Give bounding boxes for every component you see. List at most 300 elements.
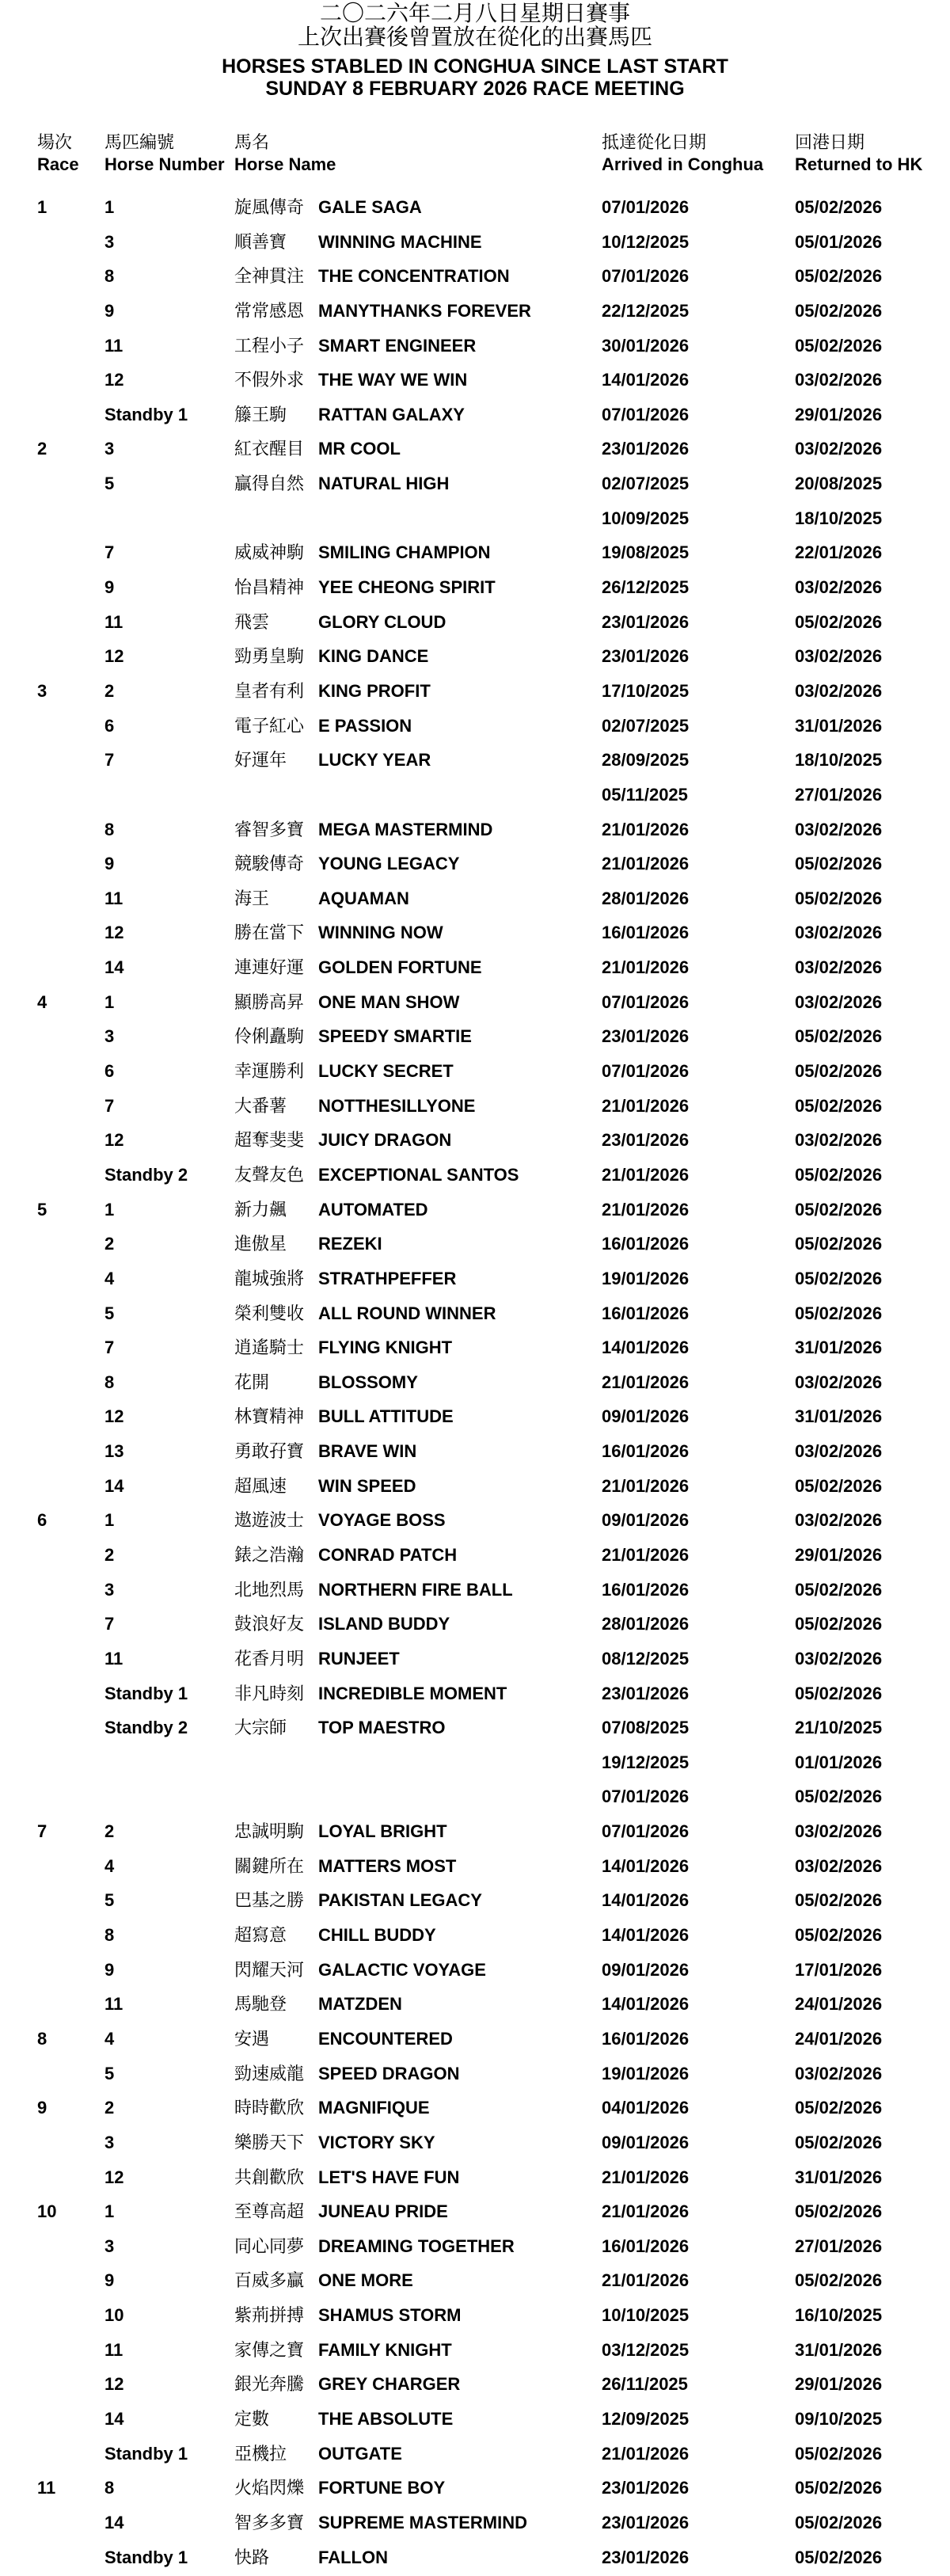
horse-name-zh-cell: 飛雲 (234, 611, 270, 632)
returned-date-cell: 05/02/2026 (795, 2132, 883, 2152)
table-row (0, 1781, 950, 1816)
horse-name-en-cell: LET'S HAVE FUN (318, 2167, 460, 2187)
horse-number-cell: 9 (104, 300, 115, 321)
horse-name-en-cell: EXCEPTIONAL SANTOS (318, 1164, 519, 1185)
race-cell: 4 (37, 991, 48, 1012)
header-number-en: Horse Number (104, 154, 225, 174)
table-row (0, 744, 950, 779)
arrived-date-cell: 21/01/2026 (602, 2443, 690, 2464)
horse-name-en-cell: THE CONCENTRATION (318, 266, 510, 287)
horse-number-cell: 1 (104, 1510, 115, 1531)
table-row (0, 2438, 950, 2473)
returned-date-cell: 20/08/2025 (795, 474, 883, 494)
returned-date-cell: 05/02/2026 (795, 1683, 883, 1703)
returned-date-cell: 03/02/2026 (795, 819, 883, 839)
arrived-date-cell: 04/01/2026 (602, 2098, 690, 2118)
table-row (0, 192, 950, 226)
table-row (0, 399, 950, 434)
horse-name-zh-cell: 遨遊波士 (234, 1510, 305, 1531)
table-row (0, 1021, 950, 1056)
arrived-date-cell: 16/01/2026 (602, 1441, 690, 1462)
horse-name-en-cell: MATTERS MOST (318, 1855, 457, 1876)
horse-number-cell: 6 (104, 715, 115, 736)
horse-name-en-cell: JUNEAU PRIDE (318, 2201, 448, 2222)
returned-date-cell: 01/01/2026 (795, 1752, 883, 1772)
arrived-date-cell: 07/01/2026 (602, 1821, 690, 1842)
race-cell: 6 (37, 1510, 48, 1531)
table-row (0, 2265, 950, 2300)
horse-name-zh-cell: 非凡時刻 (234, 1683, 305, 1703)
table-body (0, 192, 950, 2576)
horse-name-en-cell: REZEKI (318, 1234, 382, 1254)
arrived-date-cell: 10/12/2025 (602, 231, 690, 252)
returned-date-cell: 31/01/2026 (795, 715, 883, 736)
race-cell: 10 (37, 2201, 57, 2222)
arrived-date-cell: 17/10/2025 (602, 680, 690, 701)
returned-date-cell: 24/01/2026 (795, 1994, 883, 2015)
arrived-date-cell: 16/01/2026 (602, 1579, 690, 1600)
table-row (0, 917, 950, 952)
horse-name-en-cell: E PASSION (318, 715, 412, 736)
arrived-date-cell: 09/01/2026 (602, 1510, 690, 1531)
arrived-date-cell: 14/01/2026 (602, 1925, 690, 1946)
horse-number-cell: 8 (104, 2478, 115, 2498)
horse-name-en-cell: LUCKY YEAR (318, 750, 431, 771)
horse-number-cell: 12 (104, 1406, 124, 1427)
horse-name-zh-cell: 錶之浩瀚 (234, 1544, 305, 1565)
horse-name-en-cell: SPEEDY SMARTIE (318, 1026, 472, 1047)
arrived-date-cell: 28/09/2025 (602, 750, 690, 771)
horse-number-cell: 1 (104, 2201, 115, 2222)
horse-name-zh-cell: 逍遙騎士 (234, 1337, 305, 1358)
horse-name-en-cell: YEE CHEONG SPIRIT (318, 577, 496, 598)
table-row (0, 1401, 950, 1436)
table-row (0, 2542, 950, 2576)
horse-number-cell: 5 (104, 1303, 115, 1323)
horse-name-zh-cell: 贏得自然 (234, 474, 305, 494)
horse-name-en-cell: DREAMING TOGETHER (318, 2235, 515, 2256)
horse-name-en-cell: WINNING NOW (318, 923, 443, 943)
header-name (234, 131, 336, 176)
horse-number-cell: 1 (104, 1199, 115, 1220)
table-row (0, 2403, 950, 2438)
horse-name-en-cell: SMILING CHAMPION (318, 542, 491, 563)
returned-date-cell: 03/02/2026 (795, 439, 883, 459)
table-row (0, 261, 950, 295)
horse-name-en-cell: WIN SPEED (318, 1475, 416, 1496)
horse-name-zh-cell: 伶俐矗駒 (234, 1026, 305, 1047)
arrived-date-cell: 23/01/2026 (602, 1026, 690, 1047)
arrived-date-cell: 23/01/2026 (602, 2547, 690, 2567)
horse-name-zh-cell: 火焰閃爍 (234, 2478, 305, 2498)
horse-number-cell: 14 (104, 957, 124, 978)
horse-name-zh-cell: 關鍵所在 (234, 1855, 305, 1876)
returned-date-cell: 05/02/2026 (795, 1061, 883, 1082)
horse-name-en-cell: GOLDEN FORTUNE (318, 957, 482, 978)
arrived-date-cell: 26/12/2025 (602, 577, 690, 598)
horse-number-cell: 7 (104, 542, 115, 563)
horse-number-cell: 14 (104, 1475, 124, 1496)
horse-name-zh-cell: 花開 (234, 1372, 270, 1392)
table-row (0, 1643, 950, 1678)
table-row (0, 814, 950, 849)
horse-name-zh-cell: 百威多贏 (234, 2270, 305, 2291)
returned-date-cell: 05/02/2026 (795, 197, 883, 217)
returned-date-cell: 18/10/2025 (795, 750, 883, 771)
arrived-date-cell: 21/01/2026 (602, 1164, 690, 1185)
table-row (0, 1574, 950, 1609)
horse-name-en-cell: LOYAL BRIGHT (318, 1821, 447, 1842)
returned-date-cell: 05/02/2026 (795, 1890, 883, 1911)
table-row (0, 2023, 950, 2058)
arrived-date-cell: 23/01/2026 (602, 646, 690, 667)
horse-name-zh-cell: 大宗師 (234, 1718, 287, 1738)
horse-number-cell: 2 (104, 1234, 115, 1254)
horse-number-cell: 14 (104, 2409, 124, 2429)
arrived-date-cell: 09/01/2026 (602, 1406, 690, 1427)
table-row (0, 2058, 950, 2093)
table-row (0, 433, 950, 468)
race-cell: 5 (37, 1199, 48, 1220)
horse-name-zh-cell: 亞機拉 (234, 2443, 287, 2464)
arrived-date-cell: 21/01/2026 (602, 2201, 690, 2222)
table-row (0, 2300, 950, 2334)
table-row (0, 1228, 950, 1263)
table-row (0, 1471, 950, 1505)
horse-name-zh-cell: 常常感恩 (234, 300, 305, 321)
horse-name-en-cell: NORTHERN FIRE BALL (318, 1579, 513, 1600)
horse-number-cell: 2 (104, 680, 115, 701)
arrived-date-cell: 14/01/2026 (602, 370, 690, 390)
header-arrived-en: Arrived in Conghua (602, 154, 764, 174)
horse-name-zh-cell: 勁速威龍 (234, 2063, 305, 2083)
horse-number-cell: 8 (104, 1372, 115, 1392)
returned-date-cell: 03/02/2026 (795, 1130, 883, 1151)
horse-name-zh-cell: 家傳之寶 (234, 2339, 305, 2360)
horse-name-en-cell: NATURAL HIGH (318, 474, 450, 494)
horse-number-cell: 11 (104, 335, 124, 356)
race-cell: 8 (37, 2028, 48, 2049)
arrived-date-cell: 08/12/2025 (602, 1648, 690, 1669)
returned-date-cell: 05/02/2026 (795, 2098, 883, 2118)
returned-date-cell: 03/02/2026 (795, 1855, 883, 1876)
table-row (0, 1090, 950, 1125)
returned-date-cell: 05/02/2026 (795, 611, 883, 632)
table-row (0, 1988, 950, 2023)
horse-number-cell: Standby 1 (104, 2443, 188, 2464)
returned-date-cell: 31/01/2026 (795, 2339, 883, 2360)
table-row (0, 2231, 950, 2266)
returned-date-cell: 05/01/2026 (795, 231, 883, 252)
horse-number-cell: 7 (104, 1614, 115, 1634)
returned-date-cell: 03/02/2026 (795, 2063, 883, 2083)
table-row (0, 2472, 950, 2507)
horse-name-en-cell: FALLON (318, 2547, 388, 2567)
horse-name-zh-cell: 紅衣醒目 (234, 439, 305, 459)
arrived-date-cell: 16/01/2026 (602, 2028, 690, 2049)
table-row (0, 2369, 950, 2403)
horse-name-zh-cell: 威威神駒 (234, 542, 305, 563)
document-title (0, 2, 950, 100)
horse-number-cell: 10 (104, 2305, 124, 2326)
horse-name-zh-cell: 超奪斐斐 (234, 1130, 305, 1151)
table-row (0, 226, 950, 261)
header-returned (795, 131, 922, 176)
returned-date-cell: 05/02/2026 (795, 854, 883, 874)
horse-name-zh-cell: 順善寶 (234, 231, 287, 252)
horse-name-en-cell: MEGA MASTERMIND (318, 819, 493, 839)
returned-date-cell: 17/01/2026 (795, 1959, 883, 1980)
arrived-date-cell: 21/01/2026 (602, 957, 690, 978)
arrived-date-cell: 02/07/2025 (602, 715, 690, 736)
arrived-date-cell: 07/01/2026 (602, 404, 690, 424)
horse-name-en-cell: GREY CHARGER (318, 2374, 461, 2395)
horse-name-zh-cell: 共創歡欣 (234, 2167, 305, 2187)
table-row (0, 503, 950, 538)
header-number-zh: 馬匹編號 (104, 132, 175, 152)
horse-name-zh-cell: 超寫意 (234, 1925, 287, 1946)
horse-name-en-cell: BRAVE WIN (318, 1441, 417, 1462)
returned-date-cell: 16/10/2025 (795, 2305, 883, 2326)
title-en-line1: HORSES STABLED IN CONGHUA SINCE LAST START (222, 55, 728, 78)
returned-date-cell: 29/01/2026 (795, 1544, 883, 1565)
returned-date-cell: 03/02/2026 (795, 1372, 883, 1392)
horse-number-cell: 7 (104, 1095, 115, 1116)
title-zh-line1: 二〇二六年二月八日星期日賽事 (319, 1, 630, 25)
returned-date-cell: 22/01/2026 (795, 542, 883, 563)
arrived-date-cell: 30/01/2026 (602, 335, 690, 356)
horse-name-zh-cell: 顯勝高昇 (234, 991, 305, 1012)
arrived-date-cell: 09/01/2026 (602, 1959, 690, 1980)
horse-name-en-cell: MATZDEN (318, 1994, 402, 2015)
arrived-date-cell: 16/01/2026 (602, 1303, 690, 1323)
table-row (0, 1263, 950, 1298)
horse-number-cell: 11 (104, 1994, 124, 2015)
horse-name-en-cell: ENCOUNTERED (318, 2028, 453, 2049)
arrived-date-cell: 21/01/2026 (602, 2270, 690, 2291)
returned-date-cell: 03/02/2026 (795, 646, 883, 667)
table-row (0, 468, 950, 503)
arrived-date-cell: 19/01/2026 (602, 2063, 690, 2083)
header-name-zh: 馬名 (234, 132, 270, 152)
arrived-date-cell: 19/01/2026 (602, 1268, 690, 1288)
horse-name-zh-cell: 榮利雙收 (234, 1303, 305, 1323)
horse-number-cell: 8 (104, 266, 115, 287)
horse-name-zh-cell: 睿智多寶 (234, 819, 305, 839)
horse-number-cell: 14 (104, 2512, 124, 2532)
returned-date-cell: 21/10/2025 (795, 1718, 883, 1738)
horse-name-en-cell: BLOSSOMY (318, 1372, 418, 1392)
horse-name-zh-cell: 全神貫注 (234, 266, 305, 287)
arrived-date-cell: 14/01/2026 (602, 1337, 690, 1358)
arrived-date-cell: 09/01/2026 (602, 2132, 690, 2152)
arrived-date-cell: 12/09/2025 (602, 2409, 690, 2429)
returned-date-cell: 05/02/2026 (795, 1268, 883, 1288)
table-row (0, 641, 950, 675)
horse-name-zh-cell: 安遇 (234, 2028, 270, 2049)
returned-date-cell: 03/02/2026 (795, 680, 883, 701)
horse-name-zh-cell: 智多多寶 (234, 2512, 305, 2532)
horse-name-zh-cell: 馬馳登 (234, 1994, 287, 2015)
horse-number-cell: 1 (104, 197, 115, 217)
horse-number-cell: Standby 1 (104, 1683, 188, 1703)
horse-name-zh-cell: 不假外求 (234, 370, 305, 390)
returned-date-cell: 03/02/2026 (795, 1441, 883, 1462)
arrived-date-cell: 23/01/2026 (602, 439, 690, 459)
arrived-date-cell: 21/01/2026 (602, 2167, 690, 2187)
horse-name-en-cell: GALE SAGA (318, 197, 422, 217)
horse-number-cell: 4 (104, 1855, 115, 1876)
horse-name-en-cell: FAMILY KNIGHT (318, 2339, 452, 2360)
horse-name-en-cell: OUTGATE (318, 2443, 402, 2464)
horse-number-cell: 11 (104, 1648, 124, 1669)
arrived-date-cell: 07/01/2026 (602, 197, 690, 217)
returned-date-cell: 03/02/2026 (795, 577, 883, 598)
horse-name-zh-cell: 勝在當下 (234, 923, 305, 943)
horse-name-en-cell: TOP MAESTRO (318, 1718, 446, 1738)
horse-name-zh-cell: 定數 (234, 2409, 270, 2429)
horse-name-en-cell: KING PROFIT (318, 680, 431, 701)
horse-name-en-cell: SMART ENGINEER (318, 335, 477, 356)
horse-name-en-cell: GALACTIC VOYAGE (318, 1959, 486, 1980)
horse-name-en-cell: ALL ROUND WINNER (318, 1303, 496, 1323)
horse-number-cell: 9 (104, 854, 115, 874)
horse-name-zh-cell: 友聲友色 (234, 1164, 305, 1185)
returned-date-cell: 29/01/2026 (795, 404, 883, 424)
returned-date-cell: 05/02/2026 (795, 300, 883, 321)
horse-number-cell: 3 (104, 2132, 115, 2152)
horse-number-cell: 8 (104, 1925, 115, 1946)
returned-date-cell: 05/02/2026 (795, 1234, 883, 1254)
table-row (0, 883, 950, 918)
table-header (0, 131, 950, 181)
horse-name-en-cell: CONRAD PATCH (318, 1544, 458, 1565)
table-row (0, 952, 950, 987)
horse-name-en-cell: AUTOMATED (318, 1199, 428, 1220)
horse-name-en-cell: AQUAMAN (318, 888, 409, 908)
table-row (0, 1851, 950, 1885)
race-cell: 9 (37, 2098, 48, 2118)
horse-name-en-cell: SPEED DRAGON (318, 2063, 460, 2083)
horse-number-cell: 13 (104, 1441, 124, 1462)
header-arrived (602, 131, 763, 176)
table-row (0, 537, 950, 572)
arrived-date-cell: 23/01/2026 (602, 2512, 690, 2532)
horse-name-en-cell: SUPREME MASTERMIND (318, 2512, 528, 2532)
horse-name-zh-cell: 好運年 (234, 750, 287, 771)
horse-name-en-cell: FLYING KNIGHT (318, 1337, 453, 1358)
header-name-en: Horse Name (234, 154, 336, 174)
horse-name-en-cell: YOUNG LEGACY (318, 854, 460, 874)
race-cell: 7 (37, 1821, 48, 1842)
horse-name-zh-cell: 海王 (234, 888, 270, 908)
header-race (37, 131, 79, 176)
arrived-date-cell: 21/01/2026 (602, 1372, 690, 1392)
horse-number-cell: 2 (104, 1544, 115, 1565)
horse-name-zh-cell: 北地烈馬 (234, 1579, 305, 1600)
horse-number-cell: 3 (104, 231, 115, 252)
returned-date-cell: 05/02/2026 (795, 2478, 883, 2498)
arrived-date-cell: 28/01/2026 (602, 1614, 690, 1634)
returned-date-cell: 05/02/2026 (795, 1164, 883, 1185)
arrived-date-cell: 21/01/2026 (602, 1199, 690, 1220)
horse-number-cell: 9 (104, 1959, 115, 1980)
arrived-date-cell: 23/01/2026 (602, 1683, 690, 1703)
returned-date-cell: 05/02/2026 (795, 1925, 883, 1946)
returned-date-cell: 05/02/2026 (795, 2443, 883, 2464)
arrived-date-cell: 21/01/2026 (602, 1544, 690, 1565)
arrived-date-cell: 07/08/2025 (602, 1718, 690, 1738)
horse-number-cell: 12 (104, 370, 124, 390)
arrived-date-cell: 22/12/2025 (602, 300, 690, 321)
horse-number-cell: 5 (104, 1890, 115, 1911)
horse-number-cell: Standby 2 (104, 1718, 188, 1738)
returned-date-cell: 05/02/2026 (795, 1095, 883, 1116)
horse-name-zh-cell: 時時歡欣 (234, 2098, 305, 2118)
arrived-date-cell: 10/09/2025 (602, 508, 690, 528)
returned-date-cell: 03/02/2026 (795, 1510, 883, 1531)
horse-name-en-cell: STRATHPEFFER (318, 1268, 457, 1288)
arrived-date-cell: 07/01/2026 (602, 266, 690, 287)
horse-name-en-cell: MAGNIFIQUE (318, 2098, 430, 2118)
returned-date-cell: 05/02/2026 (795, 888, 883, 908)
returned-date-cell: 05/02/2026 (795, 2547, 883, 2567)
arrived-date-cell: 26/11/2025 (602, 2374, 688, 2395)
horse-name-en-cell: ONE MAN SHOW (318, 991, 460, 1012)
horse-name-zh-cell: 電子紅心 (234, 715, 305, 736)
horse-name-zh-cell: 花香月明 (234, 1648, 305, 1669)
returned-date-cell: 18/10/2025 (795, 508, 883, 528)
arrived-date-cell: 14/01/2026 (602, 1855, 690, 1876)
horse-number-cell: 3 (104, 1579, 115, 1600)
table-row (0, 2196, 950, 2231)
horse-number-cell: Standby 1 (104, 2547, 188, 2567)
returned-date-cell: 29/01/2026 (795, 2374, 883, 2395)
horse-number-cell: 7 (104, 750, 115, 771)
header-returned-en: Returned to HK (795, 154, 923, 174)
arrived-date-cell: 02/07/2025 (602, 474, 690, 494)
horse-number-cell: Standby 1 (104, 404, 188, 424)
horse-name-zh-cell: 籐王駒 (234, 404, 287, 424)
returned-date-cell: 05/02/2026 (795, 335, 883, 356)
horse-number-cell: 2 (104, 2098, 115, 2118)
horse-number-cell: 11 (104, 2339, 124, 2360)
horse-name-zh-cell: 林寶精神 (234, 1406, 305, 1427)
horse-name-zh-cell: 勇敢孖寶 (234, 1441, 305, 1462)
table-row (0, 1678, 950, 1713)
horse-number-cell: 2 (104, 1821, 115, 1842)
returned-date-cell: 03/02/2026 (795, 991, 883, 1012)
horse-name-zh-cell: 紫荊拼搏 (234, 2305, 305, 2326)
horse-name-zh-cell: 工程小子 (234, 335, 305, 356)
horse-number-cell: 3 (104, 2235, 115, 2256)
table-row (0, 1712, 950, 1747)
horse-name-en-cell: MR COOL (318, 439, 401, 459)
horse-name-en-cell: SHAMUS STORM (318, 2305, 462, 2326)
table-row (0, 1124, 950, 1159)
table-row (0, 607, 950, 641)
arrived-date-cell: 14/01/2026 (602, 1994, 690, 2015)
table-row (0, 1159, 950, 1194)
horse-number-cell: 3 (104, 439, 115, 459)
table-row (0, 1505, 950, 1539)
horse-name-zh-cell: 新力飆 (234, 1199, 287, 1220)
returned-date-cell: 09/10/2025 (795, 2409, 883, 2429)
arrived-date-cell: 19/12/2025 (602, 1752, 690, 1772)
returned-date-cell: 03/02/2026 (795, 370, 883, 390)
horse-name-en-cell: MANYTHANKS FOREVER (318, 300, 531, 321)
horse-name-en-cell: GLORY CLOUD (318, 611, 446, 632)
